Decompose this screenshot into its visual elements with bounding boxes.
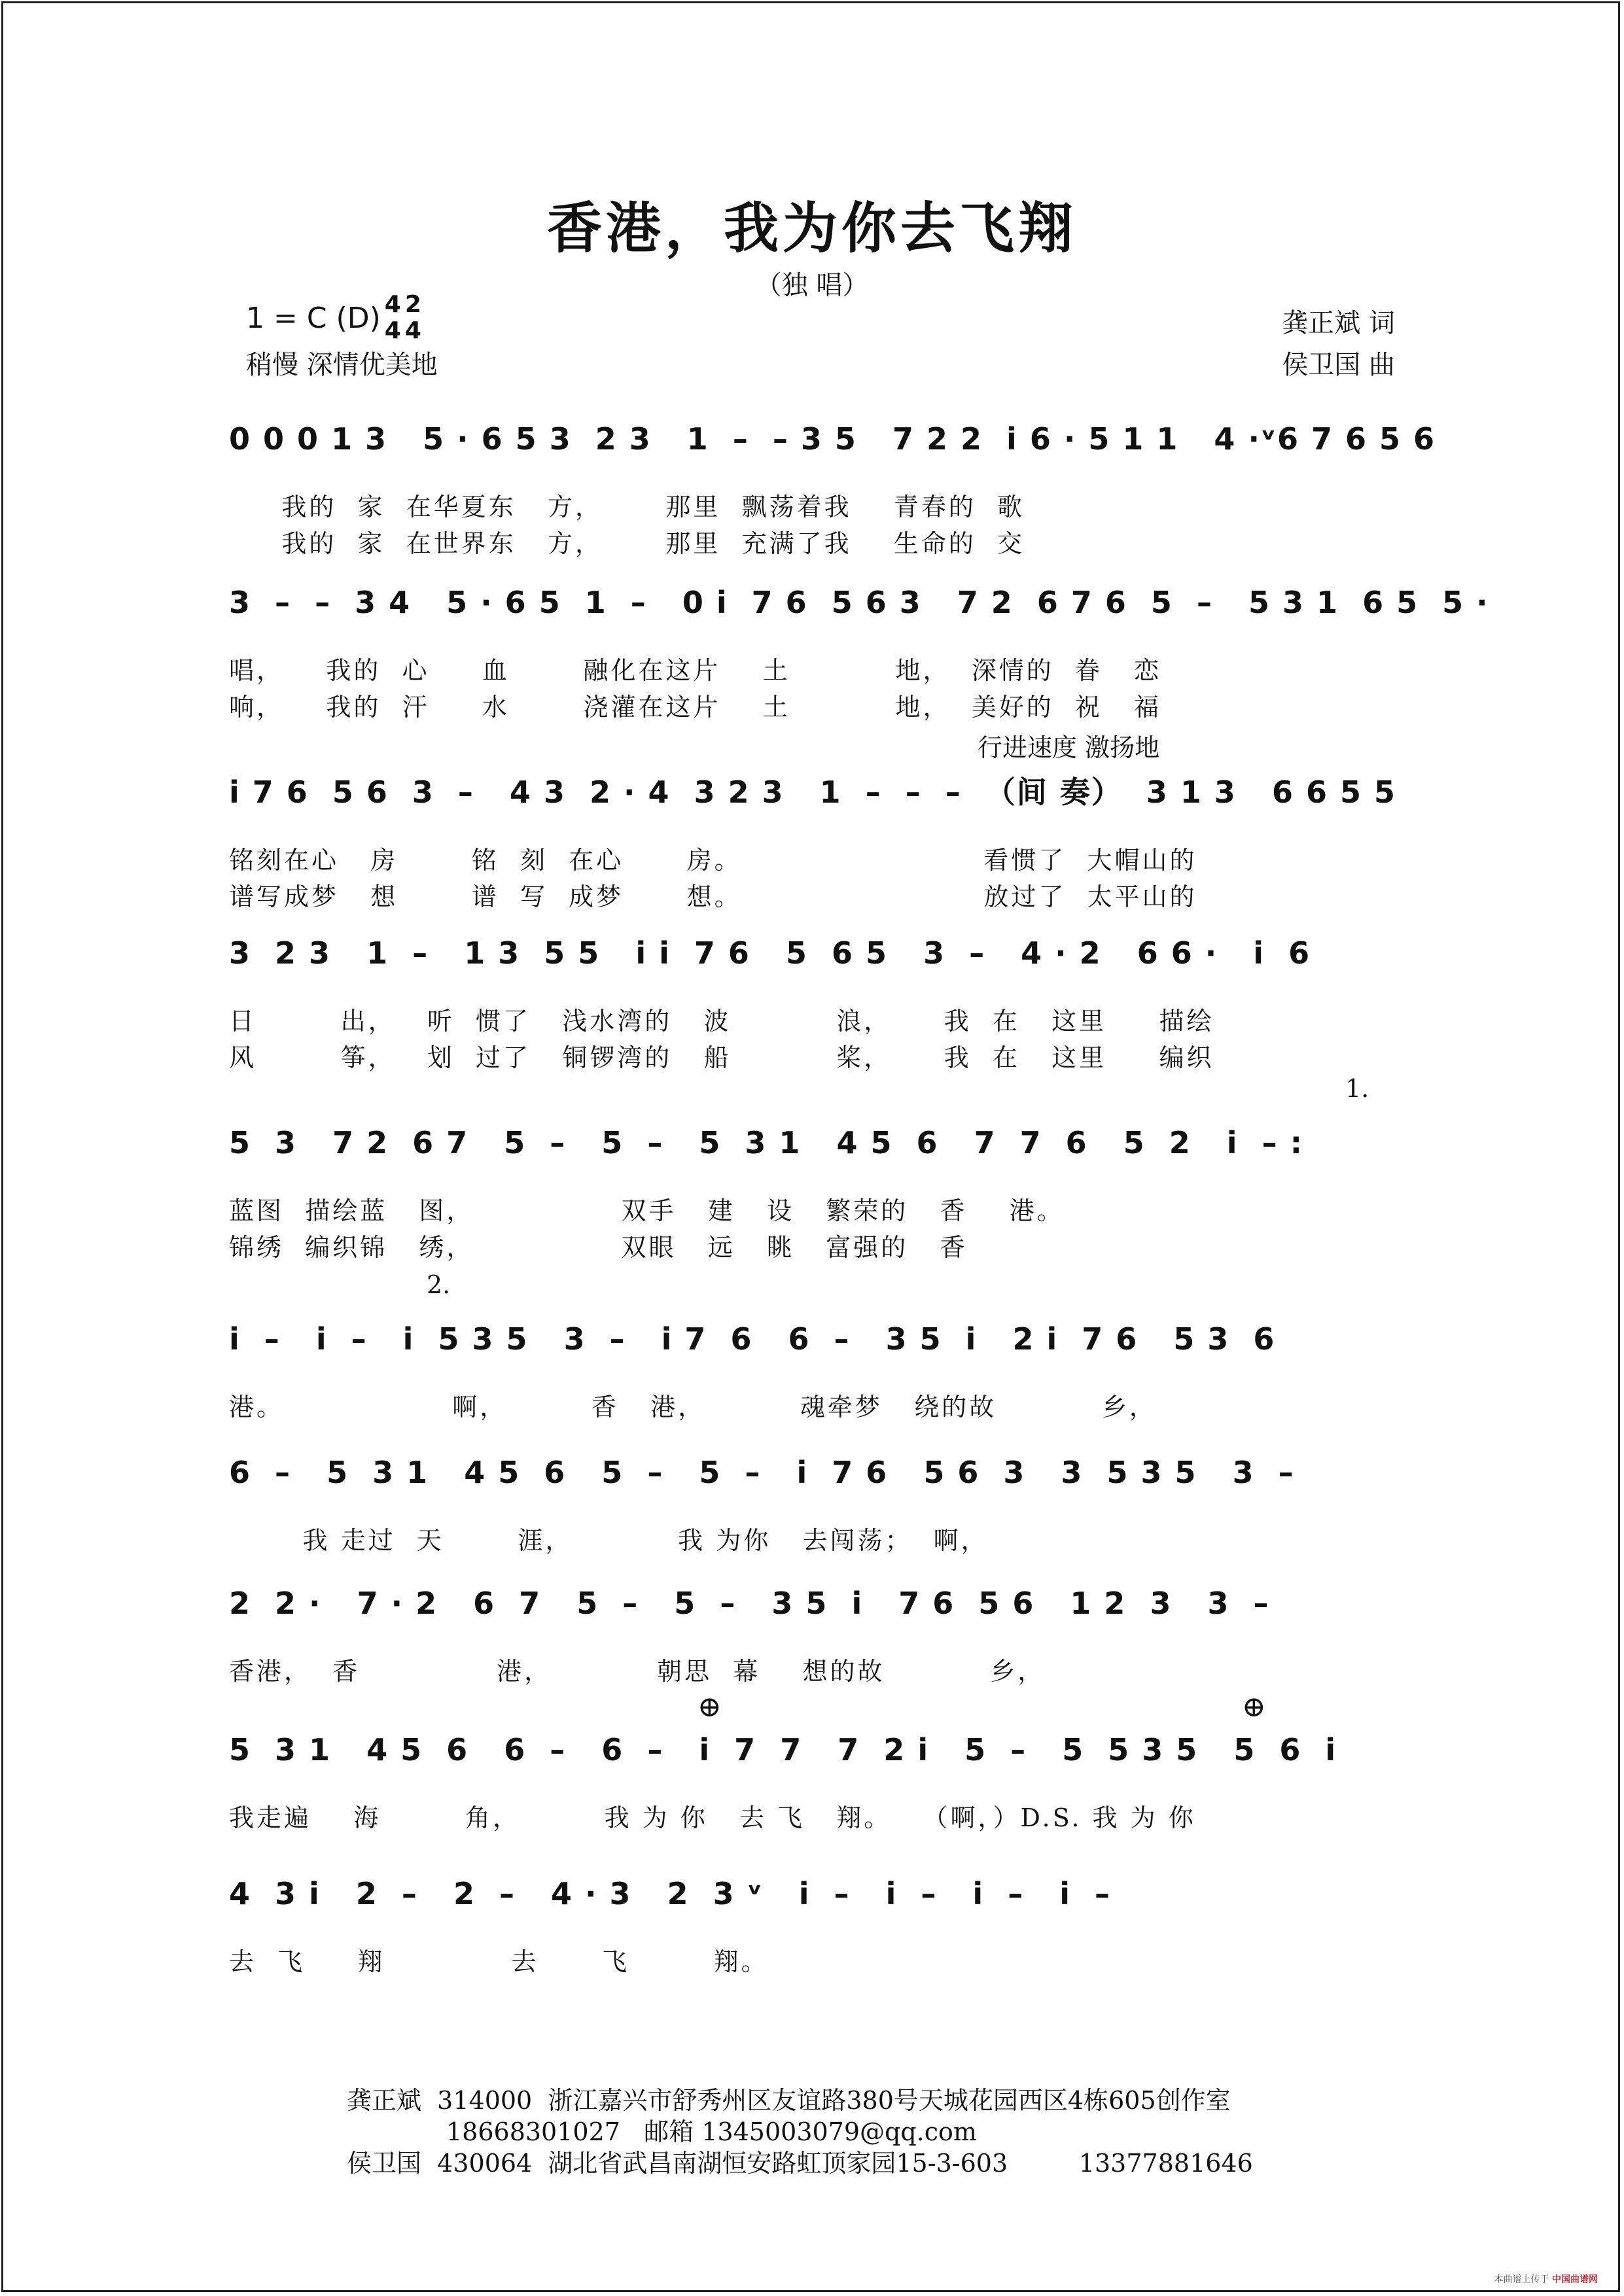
notation-row: 5 3 7 2 6 7 5 – 5 – 5 3 1 4 5 6 7 7 6 5 2 i – : [229,1125,1304,1160]
lyric-verse-2: 锦绣 编织锦 绣， 双眼 远 眺 富强的 香 [229,1233,968,1262]
song-subtitle: （独 唱） [755,270,869,300]
notation-row: 5 3 1 4 5 6 6 – 6 – i 7 7 7 2 i 5 – 5 5 3 5 5 6 i [229,1732,1337,1767]
lyric-verse-1: 唱， 我的 心 血 融化在这片 土 地， 深情的 眷 恋 [229,656,1162,685]
lyric-verse-1: 香港， 香 港， 朝思 幕 想的故 乡， [229,1657,1046,1686]
key-label: 1 = C (D) [246,301,381,335]
footer-contact-composer: 侯卫国 430064 湖北省武昌南湖恒安路虹顶家园15-3-603 13377881646 [347,2149,1253,2178]
lyric-verse-1: 我的 家 在华夏东 方， 那里 飘荡着我 青春的 歌 [229,493,1025,521]
footer-contact-phone-email: 18668301027 邮箱 1345003079@qq.com [446,2117,977,2146]
tempo-marking: 稍慢 深情优美地 [246,350,438,380]
notation-row: 3 2 3 1 – 1 3 5 5 i i 7 6 5 6 5 3 – 4 · 2 6 6 · i 6 [229,935,1311,971]
key-signature [246,292,421,344]
lyric-verse-1: 我走遍 海 角， 我 为 你 去 飞 翔。 （啊，）D.S. 我 为 你 [229,1803,1196,1832]
lyric-verse-1: 日 出， 听 惯了 浅水湾的 波 浪， 我 在 这里 描绘 [229,1007,1214,1035]
notation-row: i 7 6 5 6 3 – 4 3 2 · 4 3 2 3 1 – – – （间 奏） 3 1 3 6 6 5 5 [229,774,1397,810]
site-logo: 中国曲谱网 [1552,2274,1598,2285]
notation-row: 2 2 · 7 · 2 6 7 5 – 5 – 3 5 i 7 6 5 6 1 2 3 3 – [229,1586,1270,1621]
notation-row: 0 0 0 1 3 5 · 6 5 3 2 3 1 – – 3 5 7 2 2 i 6 · 5 1 1 4 ·ᵛ6 7 6 5 6 [229,421,1436,457]
lyric-verse-1: 我 走过 天 涯， 我 为你 去闯荡； 啊， [229,1526,989,1555]
time-signature-4-4: 4 4 [384,291,401,344]
first-ending-marker: 1. [1345,1074,1369,1103]
composer-credit: 侯卫国 曲 [1282,350,1395,380]
coda-symbol-icon: ⊕ [697,1690,722,1724]
lyricist-credit: 龚正斌 词 [1282,308,1395,338]
notation-row: 4 3 i 2 – 2 – 4 · 3 2 3 ᵛ i – i – i – i – [229,1876,1112,1911]
upload-stamp: 本曲谱上传于 中国曲谱网 [1494,2274,1598,2285]
tempo-change-marking: 行进速度 激扬地 [978,733,1160,762]
song-title: 香港，我为你去飞翔 [546,196,1077,260]
lyric-verse-2: 风 筝， 划 过了 铜锣湾的 船 桨， 我 在 这里 编织 [229,1043,1214,1072]
lyric-verse-1: 港。 啊， 香 港， 魂牵梦 绕的故 乡， [229,1393,1157,1421]
lyric-verse-1: 蓝图 描绘蓝 图， 双手 建 设 繁荣的 香 港。 [229,1196,1065,1225]
time-signature-2-4: 2 4 [404,291,421,344]
lyric-verse-2: 响， 我的 汗 水 浇灌在这片 土 地， 美好的 祝 福 [229,693,1162,722]
lyric-verse-2: 谱写成梦 想 谱 写 成梦 想。 放过了 太平山的 [229,882,1197,911]
notation-row: 6 – 5 3 1 4 5 6 5 – 5 – i 7 6 5 6 3 3 5 3 5 3 – [229,1455,1295,1490]
footer-contact-lyricist: 龚正斌 314000 浙江嘉兴市舒秀州区友谊路380号天城花园西区4栋605创作室 [347,2086,1231,2115]
notation-row: i – i – i 5 3 5 3 – i 7 6 6 – 3 5 i 2 i 7 6 5 3 6 [229,1321,1276,1357]
lyric-verse-1: 去 飞 翔 去 飞 翔。 [229,1947,769,1976]
notation-row: 3 – – 3 4 5 · 6 5 1 – 0 i 7 6 5 6 3 7 2 6 7 6 5 – 5 3 1 6 5 5 · [229,585,1489,620]
lyric-verse-2: 我的 家 在世界东 方， 那里 充满了我 生命的 交 [229,529,1025,558]
second-ending-marker: 2. [427,1270,451,1299]
coda-symbol-icon: ⊕ [1242,1690,1266,1724]
lyric-verse-1: 铭刻在心 房 铭 刻 在心 房。 看惯了 大帽山的 [229,846,1197,875]
